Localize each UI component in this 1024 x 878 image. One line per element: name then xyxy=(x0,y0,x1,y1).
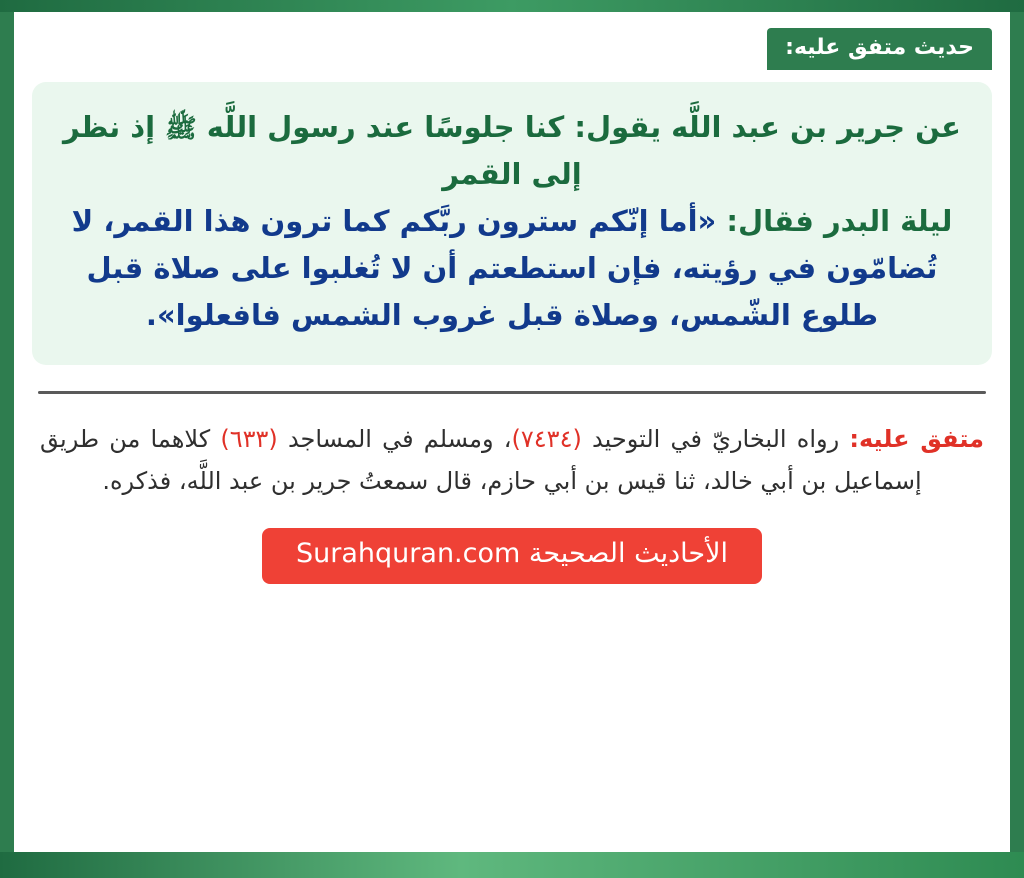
takhreej-paragraph xyxy=(32,418,992,502)
narration-continued-text: إذ نظر إلى القمر xyxy=(63,110,582,192)
takhreej-text-part-3: كلاهما من طريق إسماعيل بن أبي خالد، ثنا قيس بن أبي حازم، قال سمعتُ جرير بن عبد اللَّه، فذكره. xyxy=(40,425,922,496)
footer-row xyxy=(32,528,992,584)
hadith-card xyxy=(32,82,992,365)
hadith-narration xyxy=(58,104,966,198)
takhreej-label: متفق عليه: xyxy=(849,425,984,454)
sallallahu-alayhi-wasallam-glyph: ﷺ xyxy=(165,114,197,145)
hadith-quote-text: «أما إنّكم سترون ربَّكم كما ترون هذا القمر، لا تُضامّون في رؤيته، فإن استطعتم أن لا تُغلبوا على صلاة قبل طلوع الشّمس، وصلاة قبل غروب الشمس فافعلوا». xyxy=(71,204,938,333)
takhreej-text-part-2: ، ومسلم في المساجد xyxy=(287,425,512,454)
takhreej-text-part-1: رواه البخاريّ في التوحيد xyxy=(592,425,840,454)
quote-lead-in-text: ليلة البدر فقال: xyxy=(726,204,953,239)
page-content xyxy=(14,12,1010,852)
badge-row xyxy=(32,28,992,70)
bukhari-hadith-number: (٧٤٣٤) xyxy=(511,425,582,454)
bottom-border-bar xyxy=(0,852,1024,878)
top-border-bar xyxy=(0,0,1024,12)
site-link-button[interactable]: الأحاديث الصحيحة Surahquran.com xyxy=(262,528,762,584)
section-divider xyxy=(38,391,986,394)
muslim-hadith-number: (٦٣٣) xyxy=(220,425,278,454)
hadith-quote-block xyxy=(58,198,966,339)
hadith-type-badge: حديث متفق عليه: xyxy=(767,28,992,70)
narration-intro-text: عن جرير بن عبد اللَّه يقول: كنا جلوسًا عند رسول اللَّه xyxy=(206,110,961,145)
